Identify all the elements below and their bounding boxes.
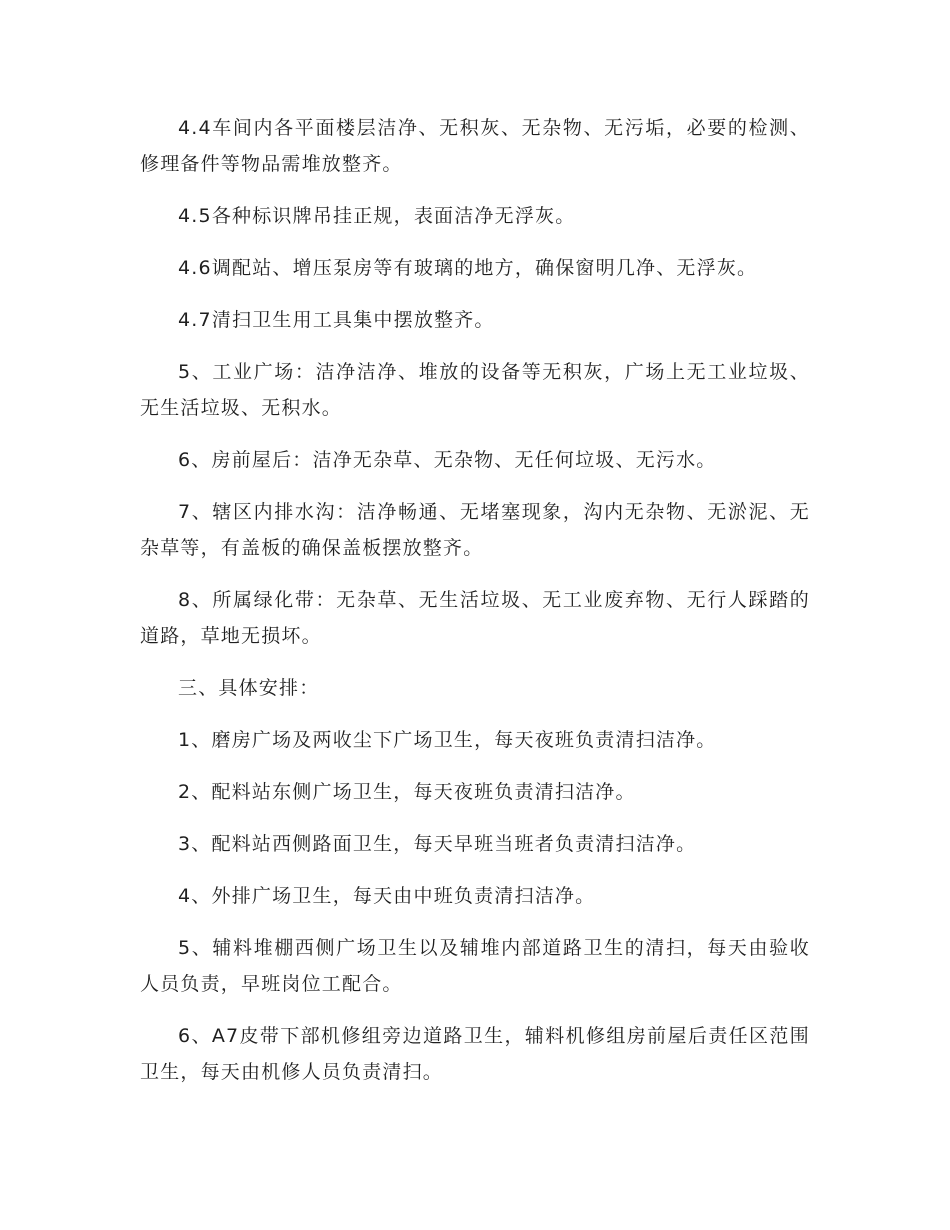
paragraph-4-7: 4.7清扫卫生用工具集中摆放整齐。 — [178, 309, 495, 331]
paragraph-5-industrial-square: 5、工业广场：洁净洁净、堆放的设备等无积灰，广场上无工业垃圾、无生活垃圾、无积水。 — [140, 361, 810, 419]
paragraph-7-drainage: 7、辖区内排水沟：洁净畅通、无堵塞现象，沟内无杂物、无淤泥、无杂草等，有盖板的确保盖板摆放整齐。 — [140, 501, 810, 559]
paragraph-4-4: 4.4车间内各平面楼层洁净、无积灰、无杂物、无污垢，必要的检测、修理备件等物品需堆放整齐。 — [140, 117, 810, 175]
arrangement-item-3: 3、配料站西侧路面卫生，每天早班当班者负责清扫洁净。 — [178, 833, 697, 855]
arrangement-item-4: 4、外排广场卫生，每天由中班负责清扫洁净。 — [178, 885, 596, 907]
paragraph-8-green-belt: 8、所属绿化带：无杂草、无生活垃圾、无工业废弃物、无行人踩踏的道路，草地无损坏。 — [140, 589, 810, 647]
arrangement-item-2: 2、配料站东侧广场卫生，每天夜班负责清扫洁净。 — [178, 781, 636, 803]
arrangement-item-1: 1、磨房广场及两收尘下广场卫生，每天夜班负责清扫洁净。 — [178, 729, 717, 751]
arrangement-item-5: 5、辅料堆棚西侧广场卫生以及辅堆内部道路卫生的清扫，每天由验收人员负责，早班岗位工配合。 — [140, 937, 810, 995]
paragraph-6-front-back-area: 6、房前屋后：洁净无杂草、无杂物、无任何垃圾、无污水。 — [178, 449, 717, 471]
arrangement-item-6: 6、A7皮带下部机修组旁边道路卫生，辅料机修组房前屋后责任区范围卫生，每天由机修人员负责清扫。 — [140, 1025, 810, 1083]
paragraph-4-6: 4.6调配站、增压泵房等有玻璃的地方，确保窗明几净、无浮灰。 — [178, 257, 758, 279]
section-heading-arrangement: 三、具体安排： — [178, 677, 320, 699]
document-body — [140, 110, 810, 1106]
paragraph-4-5: 4.5各种标识牌吊挂正规，表面洁净无浮灰。 — [178, 205, 576, 227]
